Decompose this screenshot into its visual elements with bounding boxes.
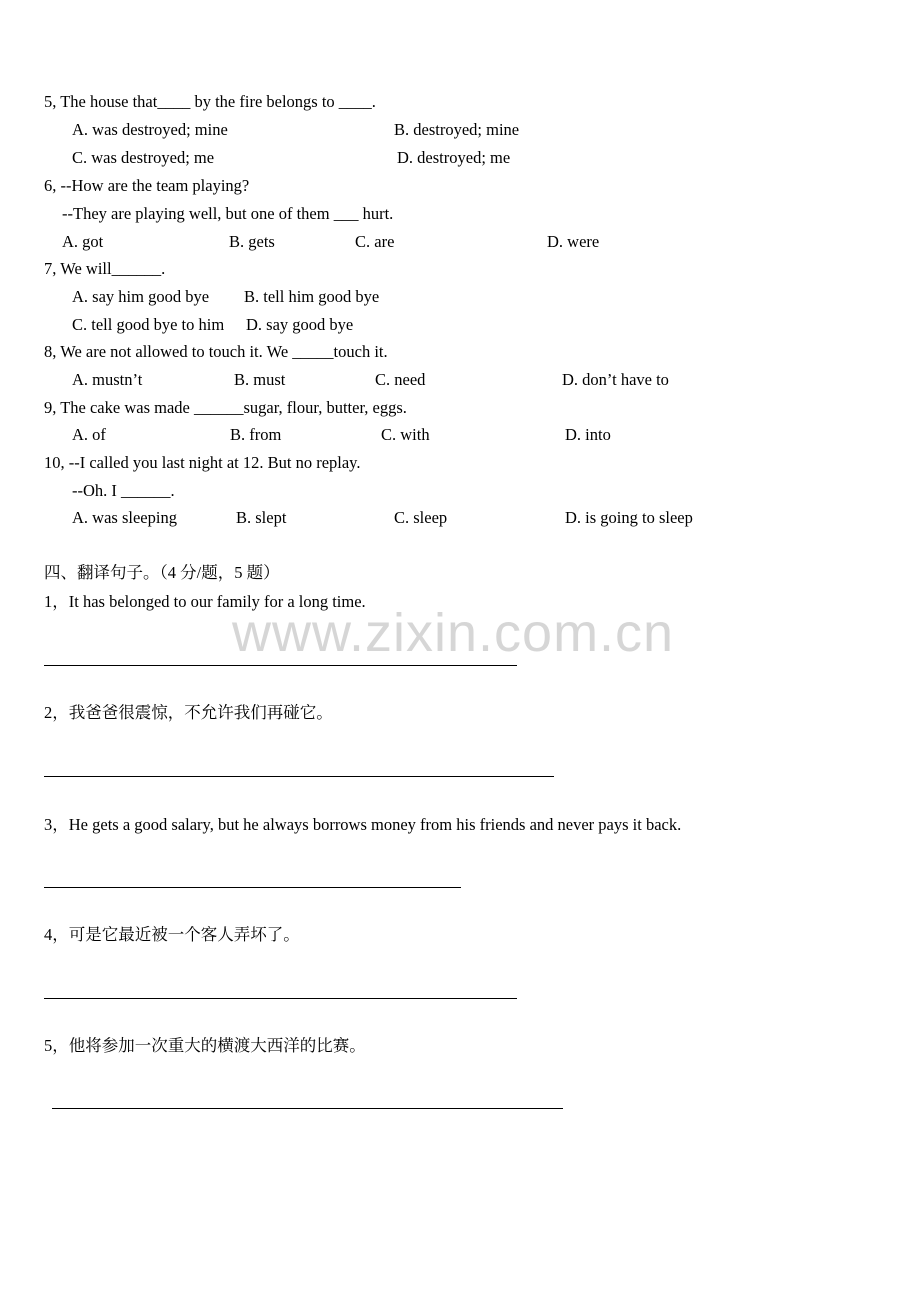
question-8-option-a: A. mustn’t bbox=[72, 370, 143, 389]
question-9-option-a: A. of bbox=[72, 425, 106, 444]
question-5-option-b: B. destroyed; mine bbox=[394, 120, 520, 139]
question-7-option-c: C. tell good bye to him bbox=[72, 315, 225, 334]
question-7-stem: 7, We will______. bbox=[44, 259, 166, 278]
question-10-option-c: C. sleep bbox=[394, 508, 448, 527]
question-5-stem: 5, The house that____ by the fire belongs to ____. bbox=[44, 92, 376, 111]
question-7-option-d: D. say good bye bbox=[246, 315, 354, 334]
question-8-stem: 8, We are not allowed to touch it. We _____touch it. bbox=[44, 342, 388, 361]
question-7-option-a: A. say him good bye bbox=[72, 287, 210, 306]
question-10-option-b: B. slept bbox=[236, 508, 287, 527]
question-5-option-c: C. was destroyed; me bbox=[72, 148, 215, 167]
question-6-stem-2: --They are playing well, but one of them ___ hurt. bbox=[62, 204, 394, 223]
question-6-stem: 6, --How are the team playing? bbox=[44, 176, 250, 195]
question-9-option-c: C. with bbox=[381, 425, 430, 444]
translation-item-3: 3，He gets a good salary, but he always borrows money from his friends and never pays it back. bbox=[44, 815, 682, 834]
translation-item-5: 5，他将参加一次重大的横渡大西洋的比赛。 bbox=[44, 1036, 366, 1055]
question-7-option-b: B. tell him good bye bbox=[244, 287, 380, 306]
translation-item-1: 1，It has belonged to our family for a long time. bbox=[44, 592, 366, 611]
question-10-stem: 10, --I called you last night at 12. But no replay. bbox=[44, 453, 361, 472]
question-9-option-d: D. into bbox=[565, 425, 611, 444]
question-8-option-b: B. must bbox=[234, 370, 286, 389]
question-6-option-a: A. got bbox=[62, 232, 104, 251]
answer-line-5[interactable] bbox=[52, 1108, 563, 1109]
watermark: www.zixin.com.cn bbox=[232, 603, 675, 663]
question-8-option-c: C. need bbox=[375, 370, 426, 389]
question-10-option-a: A. was sleeping bbox=[72, 508, 177, 527]
answer-line-3[interactable] bbox=[44, 887, 461, 888]
question-10-option-d: D. is going to sleep bbox=[565, 508, 693, 527]
question-6-option-d: D. were bbox=[547, 232, 600, 251]
question-6-option-b: B. gets bbox=[229, 232, 275, 251]
question-6-option-c: C. are bbox=[355, 232, 395, 251]
answer-line-2[interactable] bbox=[44, 776, 554, 777]
question-5-option-a: A. was destroyed; mine bbox=[72, 120, 228, 139]
question-10-stem-2: --Oh. I ______. bbox=[72, 481, 175, 500]
answer-line-4[interactable] bbox=[44, 998, 517, 999]
translation-item-2: 2，我爸爸很震惊，不允许我们再碰它。 bbox=[44, 703, 333, 722]
translation-item-4: 4，可是它最近被一个客人弄坏了。 bbox=[44, 925, 300, 944]
question-9-stem: 9, The cake was made ______sugar, flour, butter, eggs. bbox=[44, 398, 407, 417]
section-4-heading: 四、翻译句子。（4 分/题，5 题） bbox=[44, 563, 280, 582]
question-8-option-d: D. don’t have to bbox=[562, 370, 669, 389]
question-5-option-d: D. destroyed; me bbox=[397, 148, 511, 167]
question-9-option-b: B. from bbox=[230, 425, 282, 444]
